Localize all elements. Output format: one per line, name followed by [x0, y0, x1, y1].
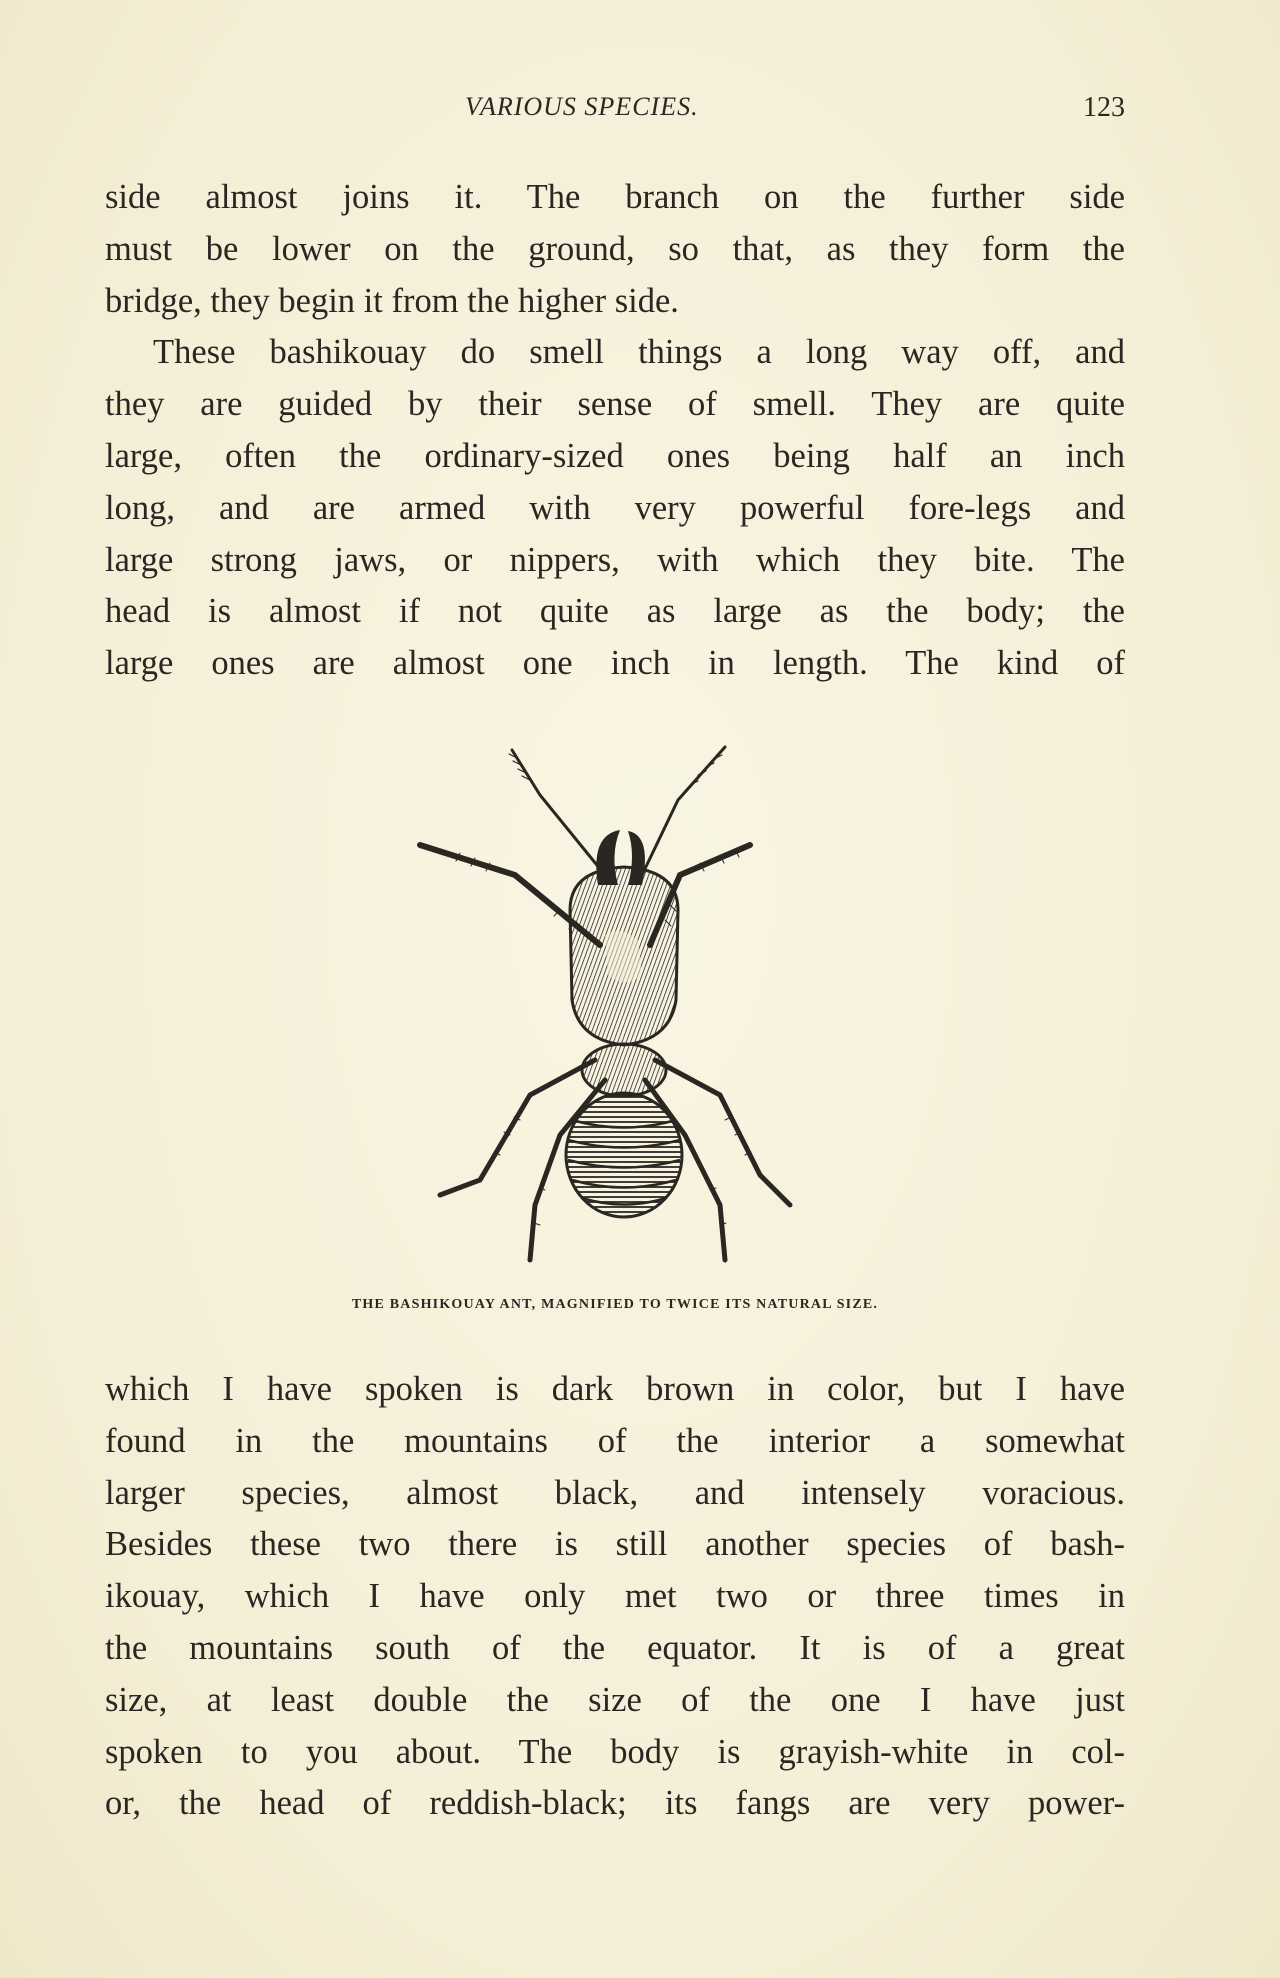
text-line: large, often the ordinary-sized ones being half an inch — [105, 436, 1125, 475]
paragraph-top — [105, 172, 1125, 690]
text-line: or, the head of reddish-black; its fangs are very power- — [105, 1784, 1125, 1823]
text-line: ikouay, which I have only met two or three times in — [105, 1577, 1125, 1616]
text-line: spoken to you about. The body is grayish-white in col- — [105, 1732, 1125, 1771]
text-line: which I have spoken is dark brown in color, but I have — [105, 1370, 1125, 1408]
text-line: larger species, almost black, and intensely voracious. — [105, 1473, 1125, 1512]
running-title: VARIOUS SPECIES. — [465, 92, 699, 121]
text-line: bridge, they begin it from the higher side. — [105, 281, 679, 320]
running-head — [105, 92, 1125, 132]
text-line: size, at least double the size of the one I have just — [105, 1680, 1125, 1719]
text-line: large ones are almost one inch in length. The kind of — [105, 644, 1125, 683]
paragraph-bottom — [105, 1364, 1125, 1830]
text-line: large strong jaws, or nippers, with which they bite. The — [105, 540, 1125, 579]
text-line: Besides these two there is still another species of bash- — [105, 1525, 1125, 1564]
text-line: head is almost if not quite as large as the body; the — [105, 592, 1125, 631]
text-line: they are guided by their sense of smell. They are quite — [105, 385, 1125, 424]
text-line: the mountains south of the equator. It is of a great — [105, 1628, 1125, 1667]
ant-illustration — [380, 735, 850, 1275]
text-line: must be lower on the ground, so that, as they form the — [105, 229, 1125, 268]
figure-caption: THE BASHIKOUAY ANT, MAGNIFIED TO TWICE ITS NATURAL SIZE. — [351, 1297, 879, 1312]
text-line: side almost joins it. The branch on the further side — [105, 178, 1125, 216]
page-number: 123 — [1083, 92, 1125, 123]
text-line: long, and are armed with very powerful fore-legs and — [105, 488, 1125, 527]
text-line: These bashikouay do smell things a long way off, and — [153, 333, 1125, 372]
text-line: found in the mountains of the interior a somewhat — [105, 1421, 1125, 1460]
